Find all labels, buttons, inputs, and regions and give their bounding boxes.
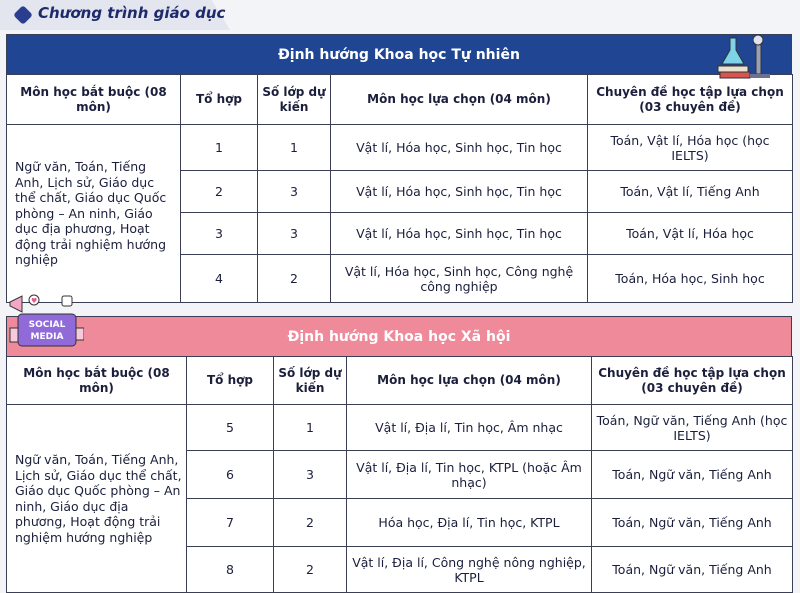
column-header-classes: Số lớp dự kiến xyxy=(258,75,331,125)
classes-cell: 3 xyxy=(258,213,331,255)
combo-cell: 6 xyxy=(187,451,274,499)
topics-cell: Toán, Ngữ văn, Tiếng Anh xyxy=(592,499,793,547)
elective-cell: Vật lí, Địa lí, Tin học, KTPL (hoặc Âm nhạc) xyxy=(347,451,592,499)
column-header-classes: Số lớp dự kiến xyxy=(274,357,347,405)
elective-cell: Vật lí, Địa lí, Tin học, Âm nhạc xyxy=(347,405,592,451)
table-header-row xyxy=(7,75,793,125)
science-banner: Định hướng Khoa học Tự nhiên xyxy=(6,34,792,74)
svg-text:♥: ♥ xyxy=(31,297,38,305)
column-header-combo: Tổ hợp xyxy=(187,357,274,405)
classes-cell: 2 xyxy=(258,255,331,303)
classes-cell: 1 xyxy=(258,125,331,171)
column-header-required: Môn học bắt buộc (08 môn) xyxy=(7,75,181,125)
combo-cell: 5 xyxy=(187,405,274,451)
column-header-elective: Môn học lựa chọn (04 môn) xyxy=(347,357,592,405)
svg-text:MEDIA: MEDIA xyxy=(30,332,64,342)
table-row xyxy=(7,405,793,451)
elective-cell: Hóa học, Địa lí, Tin học, KTPL xyxy=(347,499,592,547)
table-row xyxy=(7,125,793,171)
elective-cell: Vật lí, Địa lí, Công nghệ nông nghiệp, KTPL xyxy=(347,547,592,593)
science-table xyxy=(6,74,793,303)
combo-cell: 7 xyxy=(187,499,274,547)
classes-cell: 3 xyxy=(258,171,331,213)
column-header-topics: Chuyên đề học tập lựa chọn (03 chuyên đề) xyxy=(592,357,793,405)
required-subjects-cell: Ngữ văn, Toán, Tiếng Anh, Lịch sử, Giáo dục thể chất, Giáo dục Quốc phòng – An ninh, Giáo dục địa phương, Hoạt động trải nghiệm hướng nghiệp xyxy=(7,405,187,593)
combo-cell: 1 xyxy=(181,125,258,171)
required-subjects-cell: Ngữ văn, Toán, Tiếng Anh, Lịch sử, Giáo dục thể chất, Giáo dục Quốc phòng – An ninh, Giáo dục địa phương, Hoạt động trải nghiệm hướng nghiệp xyxy=(7,125,181,303)
combo-cell: 2 xyxy=(181,171,258,213)
topics-cell: Toán, Hóa học, Sinh học xyxy=(588,255,793,303)
elective-cell: Vật lí, Hóa học, Sinh học, Tin học xyxy=(331,213,588,255)
combo-cell: 3 xyxy=(181,213,258,255)
combo-cell: 8 xyxy=(187,547,274,593)
elective-cell: Vật lí, Hóa học, Sinh học, Tin học xyxy=(331,171,588,213)
social-banner: Định hướng Khoa học Xã hội xyxy=(6,316,792,356)
social-table xyxy=(6,356,793,593)
topics-cell: Toán, Vật lí, Hóa học xyxy=(588,213,793,255)
topics-cell: Toán, Vật lí, Tiếng Anh xyxy=(588,171,793,213)
combo-cell: 4 xyxy=(181,255,258,303)
classes-cell: 1 xyxy=(274,405,347,451)
column-header-combo: Tổ hợp xyxy=(181,75,258,125)
laboratory-flask-icon xyxy=(716,32,774,80)
classes-cell: 2 xyxy=(274,499,347,547)
page-title: Chương trình giáo dục xyxy=(38,4,226,22)
topics-cell: Toán, Ngữ văn, Tiếng Anh (học IELTS) xyxy=(592,405,793,451)
social-media-badge-icon xyxy=(4,292,84,352)
topics-cell: Toán, Ngữ văn, Tiếng Anh xyxy=(592,451,793,499)
elective-cell: Vật lí, Hóa học, Sinh học, Công nghệ công nghiệp xyxy=(331,255,588,303)
topics-cell: Toán, Vật lí, Hóa học (học IELTS) xyxy=(588,125,793,171)
classes-cell: 2 xyxy=(274,547,347,593)
science-section xyxy=(6,34,792,303)
column-header-elective: Môn học lựa chọn (04 môn) xyxy=(331,75,588,125)
social-section xyxy=(6,316,792,593)
elective-cell: Vật lí, Hóa học, Sinh học, Tin học xyxy=(331,125,588,171)
column-header-required: Môn học bắt buộc (08 môn) xyxy=(7,357,187,405)
classes-cell: 3 xyxy=(274,451,347,499)
svg-text:SOCIAL: SOCIAL xyxy=(28,320,66,330)
topics-cell: Toán, Ngữ văn, Tiếng Anh xyxy=(592,547,793,593)
column-header-topics: Chuyên đề học tập lựa chọn (03 chuyên đề) xyxy=(588,75,793,125)
table-header-row xyxy=(7,357,793,405)
